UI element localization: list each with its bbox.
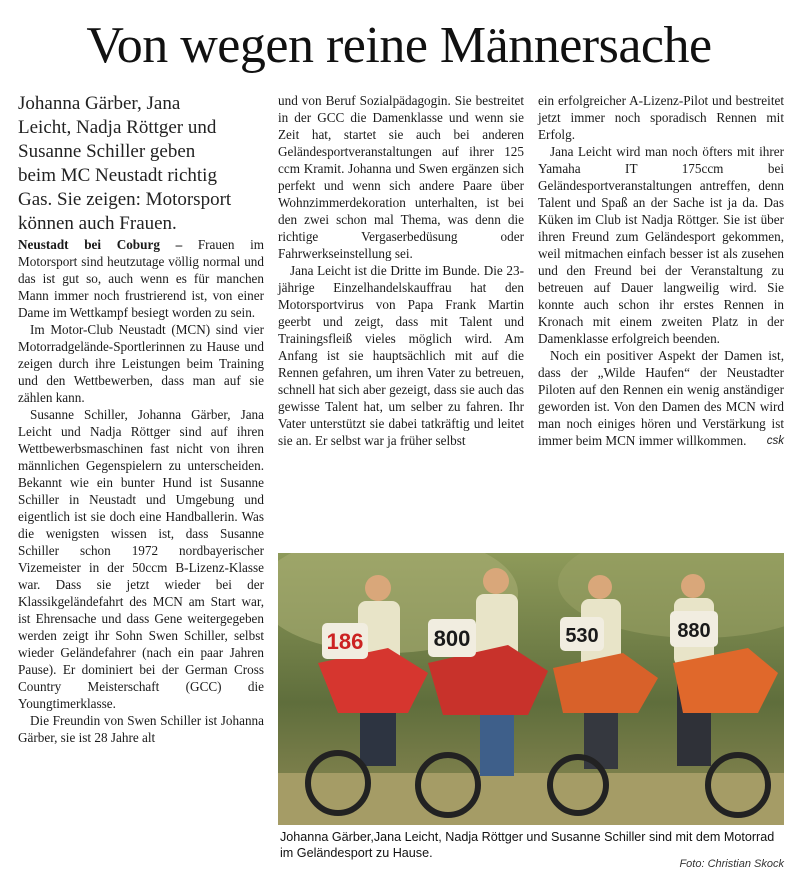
plate-number: 880 (677, 620, 711, 642)
plate-number: 800 (433, 626, 471, 651)
body-paragraph: Jana Leicht ist die Dritte im Bunde. Die 23-jährige Einzelhandelskauffrau hat den Motorsportvirus von Papa Frank Martin geerbt und zeigt, dass mit Talent und Trainingsfleiß vieles möglich wird. Am Anfang ist sie hauptsächlich mit auf die Rennen gefahren, um ihren Vater zu betreuen, schnell hat sich aber gezeigt, dass sie auch das gewisse Talent hat, um selber zu fahren. Ihr Vater unterstützt sie dabei tatkräftig und leitet sie an. Er selbst war ja früher selbst (278, 263, 524, 448)
lead-line: Leicht, Nadja Röttger und (18, 117, 217, 138)
body-paragraph: und von Beruf Sozialpädagogin. Sie bestreitet in der GCC die Damenklasse und wenn sie Zeit hat, startet sie auch bei anderen Geländesportveranstaltungen auf ihrer 125 ccm Kramit. Johanna und Swen ergänzen sich perfekt und wenn sich andere Paare über Wohnzimmerdekoration unterhalten, ist bei den zwei schon mal Thema, was denn die richtige Vergaserbedüsung oder Fahrwerkseinstellung sei. (278, 93, 524, 261)
article-photo (278, 553, 784, 825)
lead-line: Johanna Gärber, Jana (18, 93, 181, 114)
body-paragraph: Susanne Schiller, Johanna Gärber, Jana Leicht und Nadja Röttger sind auf ihren Wettbewerbsmaschinen fast nicht von ihren männlichen Gegenspielern zu unterscheiden. Bekannt wie ein bunter Hund ist Susanne Schiller in Neustadt und Umgebung und eigentlich ist sie doch eine Handballerin. Was die wenigsten wissen ist, dass Susanne Schiller schon 1972 nordbayerischer Vizemeister in der 50ccm B-Lizenz-Klasse war. Dass sie jetzt wieder bei der Klassikgeländefahrt des MCN am Start war, ist Ehrensache und dass Gene weitergegeben werden zeigt ihr Sohn Swen Schiller, selbst wieder Geländefahrer (nach ein paar Jahren Pause). Er dominiert bei der German Cross Country Meisterschaft (GCC) die Youngtimerklasse. (18, 407, 264, 711)
body-paragraph: Noch ein positiver Aspekt der Damen ist, dass der „Wilde Haufen“ der Neustadter Piloten auf den Rennen ein wenig anständiger geworden ist. Von den Damen des MCN wird man noch einiges hören und Verstärkung ist immer beim MCN immer willkommen. (538, 348, 784, 448)
body-text: Frauen im Motorsport sind heutzutage völlig normal und das ist gut so, auch wenn es für manchen Mann immer noch frustrierend ist, von einer Dame im Wettkampf besiegt worden zu sein. (18, 237, 265, 320)
body-paragraph: Die Freundin von Swen Schiller ist Johanna Gärber, sie ist 28 Jahre alt (18, 713, 264, 745)
plate-number: 530 (565, 625, 599, 647)
body-paragraph: ein erfolgreicher A-Lizenz-Pilot und bestreitet jetzt immer noch sporadisch Rennen mit Erfolg. (538, 93, 784, 142)
photo-credit: Foto: Christian Skock (679, 858, 784, 870)
lead-line: Gas. Sie zeigen: Motorsport (18, 189, 232, 210)
lead-paragraph (18, 92, 264, 236)
body-paragraph (18, 236, 264, 321)
article-column-2 (278, 92, 524, 449)
dateline: Neustadt bei Coburg – (18, 237, 183, 252)
author-signature: csk (766, 435, 784, 447)
lead-line: können auch Frauen. (18, 213, 177, 234)
plate-number: 186 (326, 629, 364, 654)
body-paragraph: Jana Leicht wird man noch öfters mit ihrer Yamaha IT 175ccm bei Geländesportveranstaltungen antreffen, denn Talent und Spaß an der Sache ist ja da. Das Küken im Club ist Nadja Röttger. Sie ist über ihren Freund zum Geländesport gekommen, weil mitmachen einfach besser ist als zusehen und den Freund bei der Veranstaltung zu betreuen auf Dauer langweilig wird. Sie konnte auch schon ihr erstes Rennen in Kronach mit einem zweiten Platz in der Damenklasse erfolgreich beenden. (538, 144, 784, 346)
body-paragraph: Im Motor-Club Neustadt (MCN) sind vier Motorradgelände-Sportlerinnen zu Hause und zeigen durch ihre Leistungen beim Training und den Wettbewerben, dass man auf sie zählen kann. (18, 322, 264, 405)
lead-line: Susanne Schiller geben (18, 141, 196, 162)
lead-line: beim MC Neustadt richtig (18, 165, 217, 186)
photo-illustration (278, 553, 784, 825)
headline: Von wegen reine Männersache (86, 17, 712, 74)
article-column-3 (538, 92, 784, 450)
article-column-1 (18, 92, 264, 746)
photo-caption: Johanna Gärber,Jana Leicht, Nadja Röttger und Susanne Schiller sind mit dem Motorrad im Geländesport zu Hause. (280, 830, 775, 860)
